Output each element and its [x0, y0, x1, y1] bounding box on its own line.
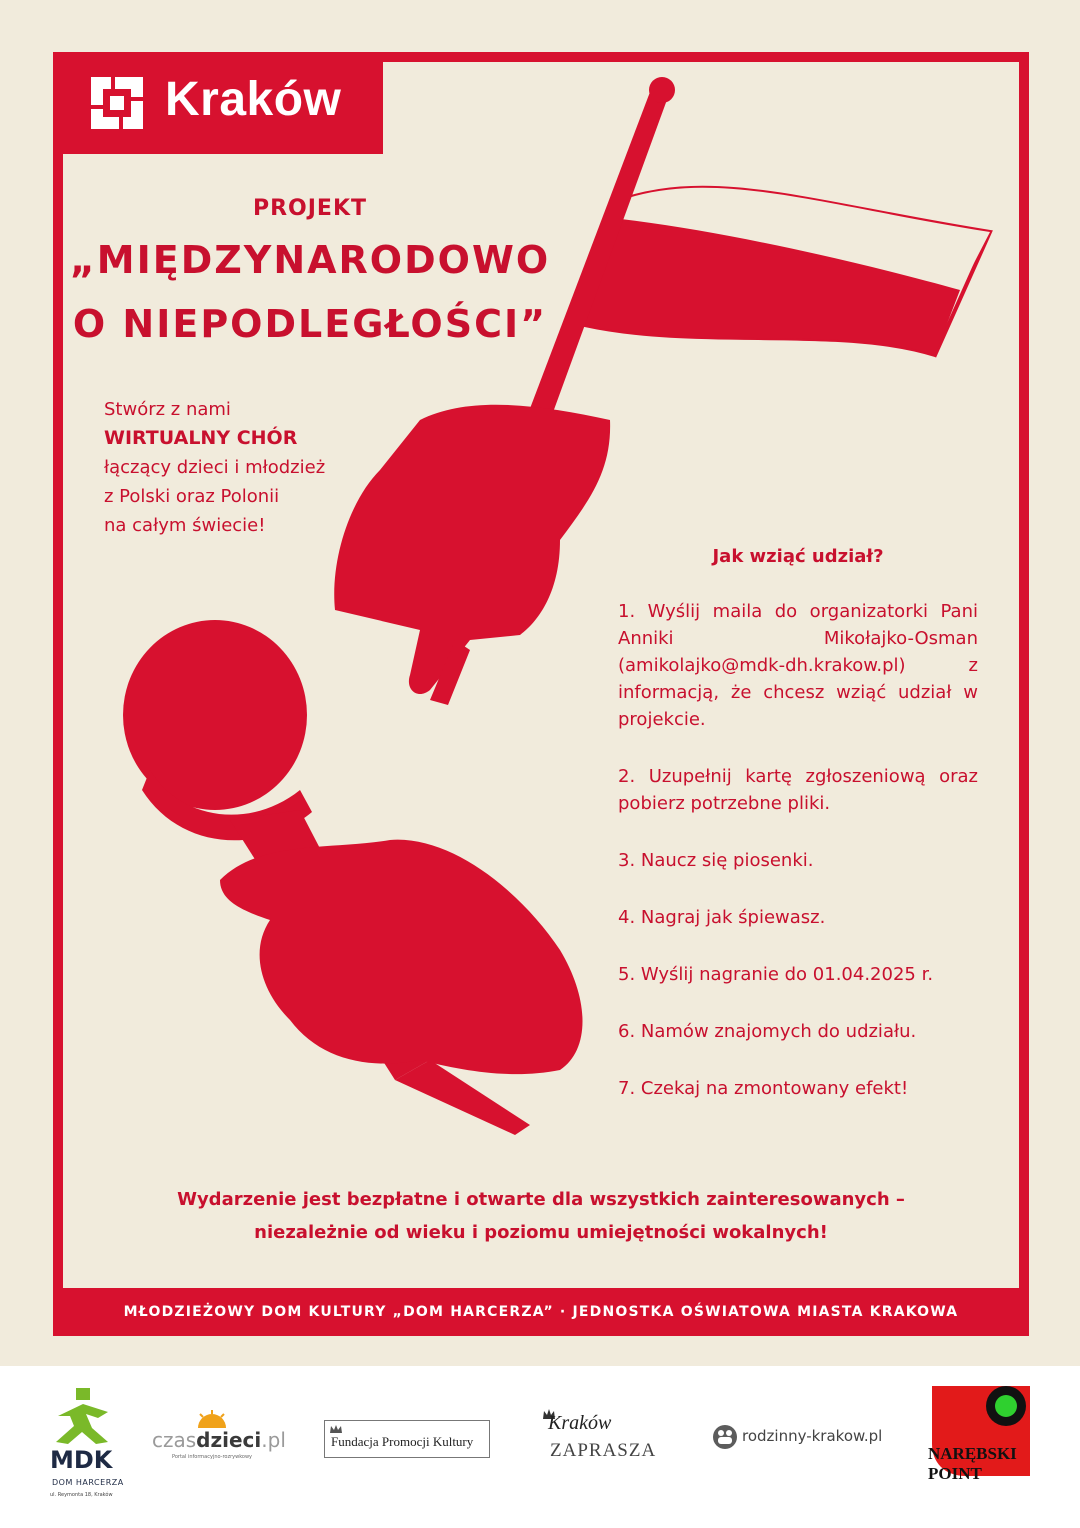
- mdk-sub: DOM HARCERZA: [52, 1478, 124, 1487]
- step-item: 4. Nagraj jak śpiewasz.: [618, 907, 826, 928]
- czasdzieci-tagline: Portal informacyjno-rozrywkowy: [172, 1454, 253, 1460]
- project-title-line2: O NIEPODLEGŁOŚCI”: [72, 302, 548, 346]
- family-icon: [712, 1424, 738, 1450]
- mdk-logo: [48, 1386, 128, 1506]
- sun-icon: [194, 1410, 230, 1430]
- intro-highlight: WIRTUALNY CHÓR: [104, 427, 298, 449]
- crown-icon: [329, 1424, 343, 1434]
- intro-line: na całym świecie!: [104, 515, 266, 536]
- rodzinny-text: rodzinny-krakow.pl: [742, 1427, 883, 1445]
- step-item: 1. Wyślij maila do organizatorki Pani Anniki Mikołajko-Osman (amikolajko@mdk-dh.krakow.pl) z informacją, że chcesz wziąć udział w projekcie.: [618, 601, 978, 730]
- krakow-script: Kraków: [548, 1412, 612, 1434]
- step-item: 6. Namów znajomych do udziału.: [618, 1021, 917, 1042]
- fundacja-logo: [324, 1420, 490, 1458]
- mdk-figure-icon: [48, 1386, 118, 1446]
- step-item: 2. Uzupełnij kartę zgłoszeniową oraz pobierz potrzebne pliki.: [618, 766, 978, 814]
- project-title-line1: „MIĘDZYNARODOWO: [69, 238, 551, 282]
- intro-line: z Polski oraz Polonii: [104, 486, 280, 507]
- step-item: 5. Wyślij nagranie do 01.04.2025 r.: [618, 964, 934, 985]
- zaprasza-text: ZAPRASZA: [550, 1440, 657, 1461]
- czasdzieci-logo: [152, 1410, 292, 1470]
- sponsors-strip: [0, 1366, 1080, 1528]
- intro-line: łączący dzieci i młodzież: [104, 457, 326, 478]
- pl-text: .pl: [261, 1428, 286, 1452]
- project-label: PROJEKT: [252, 196, 368, 221]
- krakow-logo-text: Kraków: [165, 73, 342, 126]
- czas-text: czas: [152, 1428, 197, 1452]
- krakow-zaprasza-logo: [542, 1406, 672, 1472]
- how-to-heading: Jak wziąć udział?: [712, 546, 884, 567]
- point-text: POINT: [928, 1464, 982, 1483]
- narebski-text: NARĘBSKI: [928, 1444, 1017, 1463]
- step-item: 7. Czekaj na zmontowany efekt!: [618, 1078, 909, 1099]
- narebski-point-logo: [926, 1384, 1030, 1492]
- fundacja-text: Fundacja Promocji Kultury: [331, 1434, 474, 1449]
- intro-line: Stwórz z nami: [104, 399, 231, 420]
- rodzinny-krakow-logo: [712, 1424, 902, 1454]
- mdk-name: MDK: [50, 1446, 113, 1474]
- free-event-note: [53, 1183, 1029, 1249]
- note-line: Wydarzenie jest bezpłatne i otwarte dla wszystkich zainteresowanych –: [177, 1189, 905, 1210]
- intro-text: [104, 395, 325, 540]
- how-to-section: [618, 543, 978, 1132]
- note-line: niezależnie od wieku i poziomu umiejętności wokalnych!: [254, 1222, 828, 1243]
- organizer-bar: MŁODZIEŻOWY DOM KULTURY „DOM HARCERZA” · JEDNOSTKA OŚWIATOWA MIASTA KRAKOWA: [53, 1288, 1029, 1336]
- hand-with-microphone-icon: [220, 840, 583, 1074]
- dzieci-text: dzieci: [196, 1428, 262, 1452]
- hand-with-flag-icon: [334, 405, 610, 705]
- mdk-address: ul. Reymonta 18, Kraków: [50, 1492, 113, 1498]
- step-item: 3. Naucz się piosenki.: [618, 850, 814, 871]
